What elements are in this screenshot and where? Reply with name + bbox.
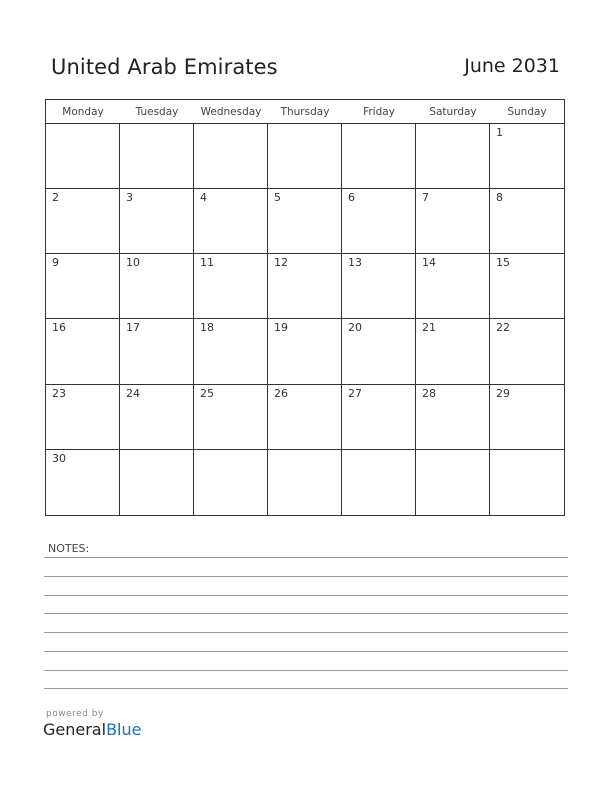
day-cell: 28 [416, 385, 490, 450]
weekday-header: Friday [342, 100, 416, 124]
day-cell [120, 450, 194, 515]
calendar-title: United Arab Emirates [51, 55, 278, 79]
powered-by-text: powered by [46, 709, 104, 719]
day-cell [194, 450, 268, 515]
day-cell: 27 [342, 385, 416, 450]
day-cell: 12 [268, 254, 342, 319]
day-cell [490, 450, 564, 515]
day-cell: 22 [490, 319, 564, 384]
notes-line [44, 557, 568, 558]
weekday-header: Thursday [268, 100, 342, 124]
notes-line [44, 688, 568, 689]
day-cell: 5 [268, 189, 342, 254]
day-cell: 21 [416, 319, 490, 384]
brand-name-part2: Blue [106, 720, 142, 739]
notes-line [44, 576, 568, 577]
day-cell [194, 124, 268, 189]
day-cell [46, 124, 120, 189]
notes-line [44, 651, 568, 652]
notes-line [44, 670, 568, 671]
weekday-header: Wednesday [194, 100, 268, 124]
day-cell: 6 [342, 189, 416, 254]
day-cell [342, 124, 416, 189]
day-cell [268, 450, 342, 515]
day-cell: 19 [268, 319, 342, 384]
weekday-header: Monday [46, 100, 120, 124]
calendar-month: June 2031 [464, 55, 560, 77]
day-cell: 26 [268, 385, 342, 450]
day-cell: 29 [490, 385, 564, 450]
day-cell [416, 450, 490, 515]
notes-line [44, 595, 568, 596]
notes-label: NOTES: [48, 542, 90, 555]
notes-line [44, 632, 568, 633]
day-cell: 18 [194, 319, 268, 384]
brand-name-part1: General [43, 720, 107, 739]
day-cell: 20 [342, 319, 416, 384]
day-cell [342, 450, 416, 515]
day-cell: 30 [46, 450, 120, 515]
day-cell: 17 [120, 319, 194, 384]
day-cell: 9 [46, 254, 120, 319]
day-cell: 25 [194, 385, 268, 450]
day-cell: 11 [194, 254, 268, 319]
day-cell: 15 [490, 254, 564, 319]
day-cell: 2 [46, 189, 120, 254]
brand-logo[interactable] [43, 720, 141, 739]
notes-line [44, 613, 568, 614]
day-cell [268, 124, 342, 189]
weekday-header: Saturday [416, 100, 490, 124]
day-cell: 3 [120, 189, 194, 254]
weekday-header: Sunday [490, 100, 564, 124]
day-cell: 14 [416, 254, 490, 319]
day-cell: 13 [342, 254, 416, 319]
weekday-header: Tuesday [120, 100, 194, 124]
day-cell: 4 [194, 189, 268, 254]
day-cell [120, 124, 194, 189]
day-cell: 7 [416, 189, 490, 254]
day-cell: 8 [490, 189, 564, 254]
day-cell: 10 [120, 254, 194, 319]
day-cell [416, 124, 490, 189]
day-cell: 24 [120, 385, 194, 450]
day-cell: 23 [46, 385, 120, 450]
calendar-grid [45, 99, 565, 516]
day-cell: 1 [490, 124, 564, 189]
day-cell: 16 [46, 319, 120, 384]
